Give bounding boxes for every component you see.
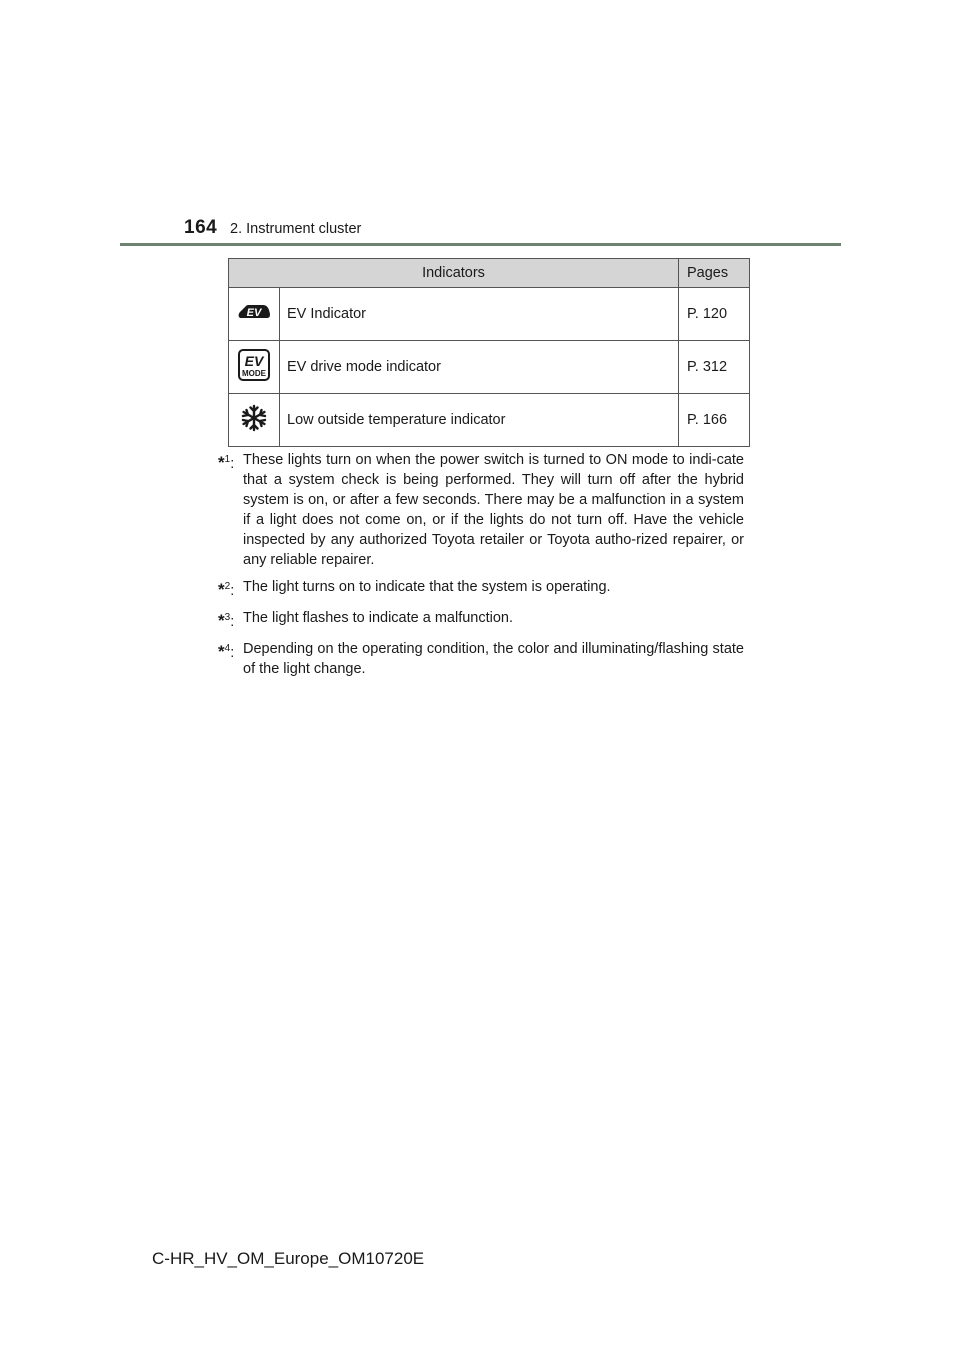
footnote-marker: *$^3$: (218, 611, 235, 630)
document-id: C-HR_HV_OM_Europe_OM10720E (152, 1249, 425, 1268)
footnote-marker: *$^1$: (218, 453, 235, 472)
table-row (229, 394, 750, 447)
page-reference: P. 120 (679, 288, 750, 341)
svg-text:EV: EV (244, 353, 264, 369)
svg-text:MODE: MODE (242, 369, 266, 378)
snowflake-icon (240, 404, 268, 436)
icon-cell (229, 394, 280, 447)
footnote (218, 608, 744, 632)
ev-indicator-icon (237, 301, 271, 327)
indicators-table (228, 258, 750, 447)
section-title: 2. Instrument cluster (230, 221, 362, 237)
icon-cell (229, 341, 280, 394)
page-number: 164 (184, 217, 218, 238)
footnote (218, 577, 744, 601)
indicator-name: EV Indicator (280, 288, 679, 341)
column-header-pages: Pages (679, 259, 750, 288)
ev-mode-icon (237, 348, 271, 386)
footnote (218, 450, 744, 570)
footnote-marker: *$^4$: (218, 642, 235, 661)
page-reference: P. 166 (679, 394, 750, 447)
footnote-text: Depending on the operating condition, the color and illuminating/flashing state of the light change. (243, 641, 744, 677)
svg-text:EV: EV (246, 307, 262, 319)
footnote (218, 639, 744, 679)
icon-cell (229, 288, 280, 341)
footnote-text: These lights turn on when the power switch is turned to ON mode to indi-cate that a system check is being performed. They will turn off after the hybrid system is on, or after a few seconds. There may be a malfunction in a system if a light does not come on, or if the lights do not turn off. Have the vehicle inspected by any authorized Toyota retailer or Toyota autho-rized repairer, or any reliable repairer. (243, 452, 744, 568)
column-header-indicators: Indicators (229, 259, 679, 288)
footnote-text: The light turns on to indicate that the system is operating. (243, 579, 611, 595)
footnotes (218, 450, 744, 686)
header-rule (120, 243, 841, 246)
footnote-text: The light flashes to indicate a malfunction. (243, 610, 514, 626)
page-reference: P. 312 (679, 341, 750, 394)
indicator-name: EV drive mode indicator (280, 341, 679, 394)
table-row (229, 288, 750, 341)
footnote-marker: *$^2$: (218, 580, 235, 599)
table-header-row (229, 259, 750, 288)
table-row (229, 341, 750, 394)
indicator-name: Low outside temperature indicator (280, 394, 679, 447)
